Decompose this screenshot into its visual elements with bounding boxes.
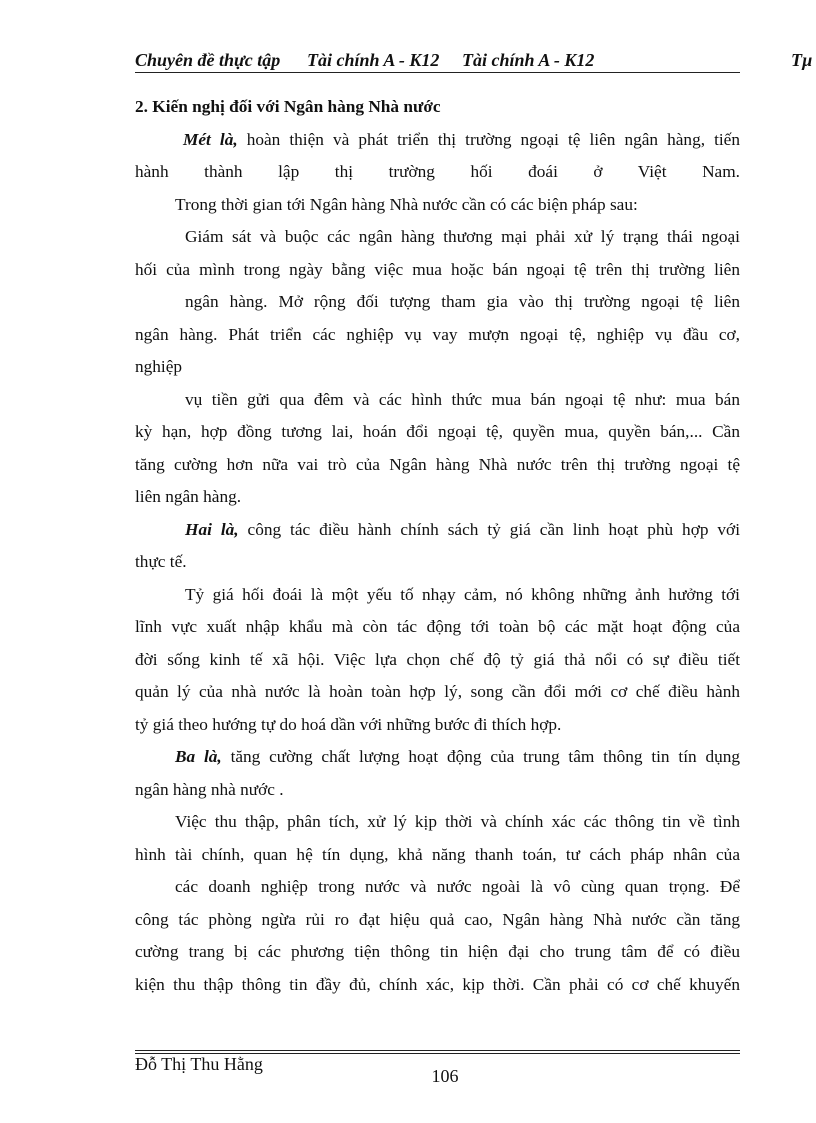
header-dept-1: Tài chính A - K12: [307, 50, 440, 70]
paragraph-line: các doanh nghiệp trong nước và nước ngoài là vô cùng quan trọng. Để: [175, 877, 740, 896]
document-body: [135, 94, 740, 1004]
paragraph-line: công tác phòng ngừa rủi ro đạt hiệu quả cao, Ngân hàng Nhà nước cần tăng: [135, 909, 740, 929]
paragraph-line: ngân hàng. Mở rộng đối tượng tham gia vào thị trường ngoại tệ liên: [185, 292, 740, 311]
header-course: Chuyên đề thực tập: [135, 50, 281, 70]
paragraph-line: liên ngân hàng.: [135, 487, 242, 506]
paragraph-line: cường trang bị các phương tiện thông tin hiện đại cho trung tâm để có điều: [135, 942, 740, 961]
paragraph-line: tăng cường hơn nữa vai trò của Ngân hàng Nhà nước trên thị trường ngoại tệ: [135, 454, 740, 474]
point-lead: Mét là,: [183, 129, 238, 149]
paragraph-line: Trong thời gian tới Ngân hàng Nhà nước cần có các biện pháp sau:: [175, 194, 638, 214]
paragraph-line: lĩnh vực xuất nhập khẩu mà còn tác động tới toàn bộ các mặt hoạt động của: [135, 617, 740, 636]
paragraph-line: kiện thu thập thông tin đầy đủ, chính xác, kịp thời. Cần phải có cơ chế khuyến: [135, 974, 740, 994]
paragraph-line: Tỷ giá hối đoái là một yếu tố nhạy cảm, nó không những ảnh hưởng tới: [185, 584, 740, 604]
header-divider: [135, 72, 740, 73]
paragraph-line: kỳ hạn, hợp đồng tương lai, hoán đổi ngoại tệ, quyền mua, quyền bán,... Cần: [135, 422, 740, 441]
paragraph-line: hành thành lập thị trường hối đoái ở Việt Nam.: [135, 162, 740, 181]
paragraph-line: đời sống kinh tế xã hội. Việc lựa chọn chế độ tỷ giá thả nổi có sự điều tiết: [135, 649, 740, 669]
page-number: 106: [431, 1066, 459, 1086]
paragraph-line: hối của mình trong ngày bằng việc mua hoặc bán ngoại tệ trên thị trường liên: [135, 259, 740, 279]
paragraph-line: tỷ giá theo hướng tự do hoá dần với những bước đi thích hợp.: [135, 714, 562, 734]
point-lead: Hai là,: [185, 519, 239, 539]
paragraph-line: hình tài chính, quan hệ tín dụng, khả năng thanh toán, tư cách pháp nhân của: [135, 844, 740, 864]
paragraph-line: vụ tiền gửi qua đêm và các hình thức mua bán ngoại tệ như: mua bán: [185, 389, 740, 409]
section-title: 2. Kiến nghị đối với Ngân hàng Nhà nước: [135, 97, 441, 116]
paragraph-line: nghiệp: [135, 357, 183, 376]
header-dept-2: Tài chính A - K12: [462, 50, 595, 70]
paragraph-line: quản lý của nhà nước là hoàn toàn hợp lý, song cần đổi mới cơ chế điều hành: [135, 682, 740, 701]
paragraph-line: Hai là, công tác điều hành chính sách tỷ giá cần linh hoạt phù hợp với: [185, 519, 740, 539]
running-header: [135, 50, 816, 72]
paragraph-line: Ba là, tăng cường chất lượng hoạt động của trung tâm thông tin tín dụng: [175, 747, 741, 766]
point-lead: Ba là,: [175, 747, 222, 766]
footer-divider-top: [135, 1050, 740, 1051]
paragraph-line: ngân hàng. Phát triển các nghiệp vụ vay mượn ngoại tệ, nghiệp vụ đầu cơ,: [135, 324, 740, 344]
footer-author: Đỗ Thị Thu Hằng: [135, 1054, 263, 1074]
header-cut-text: Tµ: [791, 50, 813, 70]
paragraph-line: ngân hàng nhà nước .: [135, 779, 284, 799]
paragraph-line: Giám sát và buộc các ngân hàng thương mại phải xử lý trạng thái ngoại: [185, 227, 740, 246]
paragraph-line: Việc thu thập, phân tích, xử lý kịp thời và chính xác các thông tin về tình: [175, 812, 740, 831]
paragraph-line: thực tế.: [135, 552, 187, 571]
paragraph-line: Mét là, hoàn thiện và phát triển thị trường ngoại tệ liên ngân hàng, tiến: [183, 129, 740, 149]
